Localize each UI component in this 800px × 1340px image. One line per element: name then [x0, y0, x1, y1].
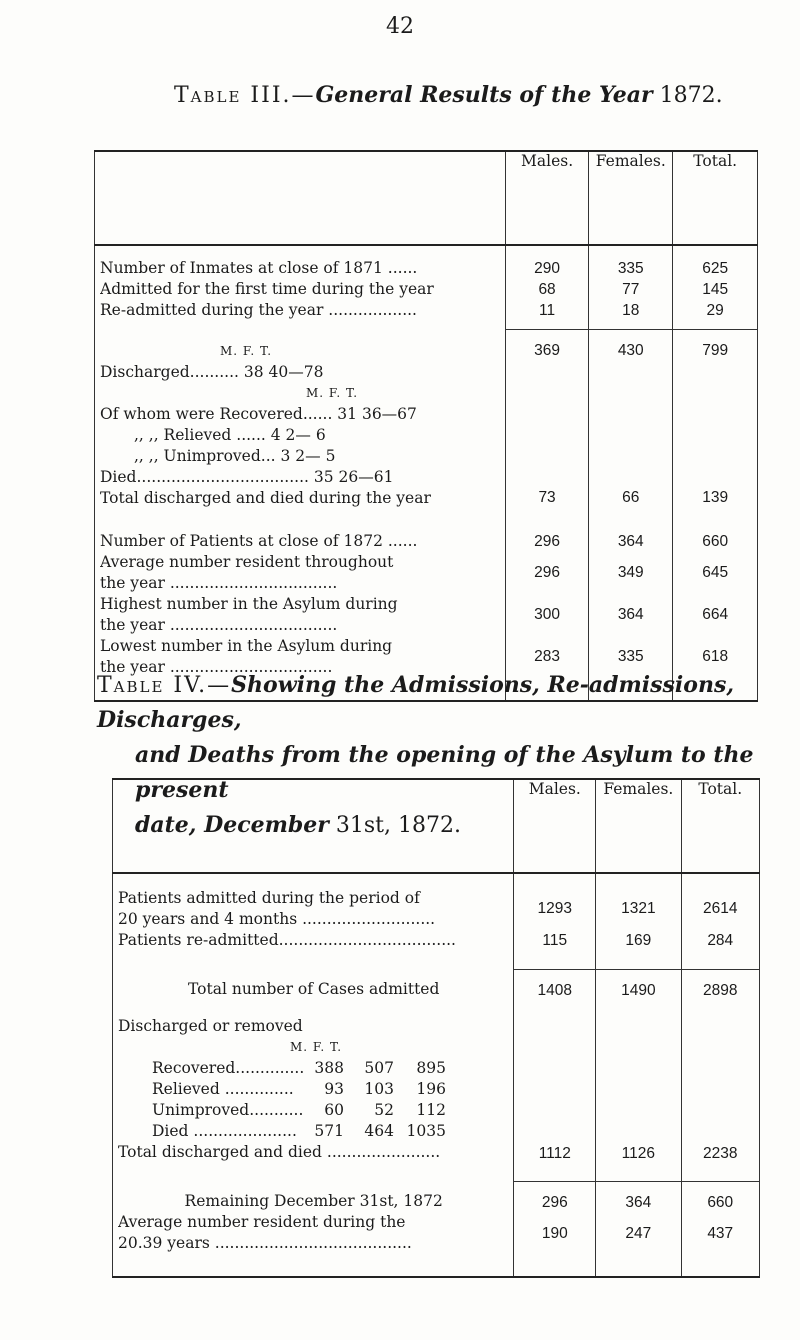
cell-total: 660: [702, 533, 729, 550]
cell-males: 68: [538, 281, 556, 298]
breakdown-label: Died .....................: [152, 1122, 297, 1140]
breakdown-m: 571: [314, 1122, 344, 1140]
breakdown-t: 895: [416, 1059, 446, 1077]
cell-females: 335: [617, 648, 644, 665]
cell-females: 430: [617, 341, 644, 359]
mft-header: M. F. T.: [306, 386, 359, 400]
table4-title-date: 31st, 1872.: [335, 813, 461, 838]
table-row-label: Re-admitted during the year ..................: [100, 301, 417, 319]
table-row-label: Average number resident during the: [118, 1213, 406, 1231]
breakdown-m: 93: [324, 1080, 344, 1098]
header-males: Males.: [505, 151, 588, 245]
table4-title-italic: date, December: [135, 812, 329, 838]
cell-total: 660: [707, 1193, 734, 1211]
breakdown-f: 52: [374, 1101, 394, 1119]
cell-total: 799: [702, 341, 729, 359]
table3-header-row: [95, 151, 758, 245]
table-row-label: Average number resident throughout: [100, 553, 394, 571]
cell-total: 145: [702, 281, 729, 298]
cell-females: 66: [622, 488, 640, 506]
cell-males: 11: [539, 302, 556, 319]
breakdown-f: 464: [364, 1122, 394, 1140]
table-row-label: Total discharged and died .......................: [118, 1143, 441, 1161]
table3-title-prefix: Table III.—: [174, 83, 316, 108]
cell-females: 18: [622, 302, 640, 319]
table-row-label: Of whom were Recovered...... 31 36—67: [100, 405, 417, 423]
cell-total: 139: [702, 488, 729, 506]
cell-females: 364: [617, 533, 644, 550]
table4: [112, 778, 760, 1278]
table-row-label: the year ..................................: [100, 616, 338, 634]
table3-group1: [95, 245, 758, 329]
cell-females: 364: [617, 606, 644, 623]
table-row-label: the year .................................: [100, 658, 333, 676]
table4-admitted: [113, 873, 760, 969]
table3-group2: [95, 329, 758, 521]
breakdown-row: [118, 1058, 509, 1079]
cell-total: 2238: [703, 1144, 738, 1162]
header-females: Females.: [596, 779, 681, 873]
table3-title-italic: General Results of the Year: [315, 82, 653, 108]
table4-title-line1: [97, 668, 769, 738]
cell-total: 618: [702, 648, 729, 665]
breakdown-m: 388: [314, 1059, 344, 1077]
cell-total: 664: [702, 606, 729, 623]
breakdown-row: [118, 1100, 509, 1121]
cell-total: 2614: [703, 900, 738, 917]
table-row-label: Remaining December 31st, 1872: [184, 1192, 443, 1210]
table-row-label: Lowest number in the Asylum during: [100, 637, 393, 655]
table-row-label: ,, ,, Relieved ...... 4 2— 6: [134, 426, 326, 444]
cell-females: 335: [617, 260, 644, 277]
table-row-label: Discharged or removed: [118, 1017, 303, 1035]
table4-remaining: [113, 1181, 760, 1277]
breakdown-t: 112: [416, 1101, 446, 1119]
cell-total: 2898: [703, 981, 738, 999]
table3: [94, 150, 758, 702]
table-row-label: Admitted for the first time during the year: [100, 280, 434, 298]
cell-males: 1408: [537, 981, 573, 999]
table4-header-row: [113, 779, 760, 873]
cell-females: 247: [625, 1224, 652, 1242]
table-row-label: Highest number in the Asylum during: [100, 595, 398, 613]
breakdown-t: 1035: [406, 1122, 446, 1140]
cell-females: 1321: [621, 900, 656, 917]
cell-females: 349: [617, 564, 644, 581]
header-total: Total.: [681, 779, 759, 873]
cell-males: 115: [542, 932, 568, 949]
cell-males: 190: [541, 1224, 568, 1242]
cell-males: 283: [534, 648, 560, 665]
breakdown-label: Relieved ..............: [152, 1080, 294, 1098]
cell-females: 364: [625, 1193, 652, 1211]
cell-males: 300: [534, 606, 560, 623]
table4-title-italic: and Deaths from the opening of the Asylum to the present: [135, 742, 754, 803]
cell-males: 1293: [537, 900, 573, 917]
cell-total: 625: [702, 260, 729, 277]
cell-total: 645: [702, 564, 729, 581]
page-number: 42: [386, 14, 414, 39]
mft-header: M. F. T.: [220, 344, 273, 358]
mft-header: M. F. T.: [290, 1040, 343, 1054]
table-row-label: Died................................... 35 26—61: [100, 468, 394, 486]
table-row-label: the year ..................................: [100, 574, 338, 592]
table-row-label: 20 years and 4 months ...........................: [118, 910, 436, 928]
cell-total: 284: [707, 932, 734, 949]
table-row-label: Patients admitted during the period of: [118, 889, 420, 907]
table-row-label: Patients re-admitted....................................: [118, 931, 456, 949]
cell-males: 296: [541, 1193, 568, 1211]
breakdown-m: 60: [324, 1101, 344, 1119]
header-total: Total.: [673, 151, 758, 245]
cell-total: 437: [707, 1224, 734, 1242]
cell-total: 29: [706, 302, 724, 319]
table4-title-prefix: Table IV.—: [97, 673, 232, 698]
table4-header-blank: [113, 779, 514, 873]
table-row-label: Total number of Cases admitted: [188, 980, 440, 998]
cell-females: 77: [622, 281, 640, 298]
table-row-label: ,, ,, Unimproved... 3 2— 5: [134, 447, 336, 465]
table-row-label: Number of Inmates at close of 1871 ......: [100, 259, 418, 277]
table-row-label: Total discharged and died during the year: [100, 489, 431, 507]
cell-females: 169: [625, 932, 652, 949]
cell-males: 296: [534, 533, 560, 550]
breakdown-label: Unimproved...........: [152, 1101, 304, 1119]
cell-males: 290: [534, 260, 560, 277]
cell-males: 73: [538, 488, 556, 506]
cell-males: 1112: [538, 1144, 571, 1162]
cell-males: 296: [534, 564, 560, 581]
table-row-label: Number of Patients at close of 1872 ......: [100, 532, 418, 550]
breakdown-t: 196: [416, 1080, 446, 1098]
table3-header-blank: [95, 151, 506, 245]
cell-females: 1126: [621, 1144, 655, 1162]
cell-males: 369: [534, 341, 560, 359]
header-males: Males.: [514, 779, 596, 873]
table-row-label: Discharged.......... 38 40—78: [100, 363, 324, 381]
header-females: Females.: [589, 151, 673, 245]
breakdown-f: 507: [364, 1059, 394, 1077]
table4-title-italic: Showing the Admissions, Re-admissions, Discharges,: [97, 672, 734, 733]
table4-discharged: [113, 969, 760, 1181]
breakdown-label: Recovered..............: [152, 1059, 305, 1077]
breakdown-row: [118, 1121, 509, 1142]
breakdown-f: 103: [364, 1080, 394, 1098]
table3-title-year: 1872.: [659, 83, 723, 108]
table3-title: [174, 78, 800, 113]
breakdown-row: [118, 1079, 509, 1100]
table-row-label: 20.39 years ........................................: [118, 1234, 412, 1252]
cell-females: 1490: [621, 981, 656, 999]
